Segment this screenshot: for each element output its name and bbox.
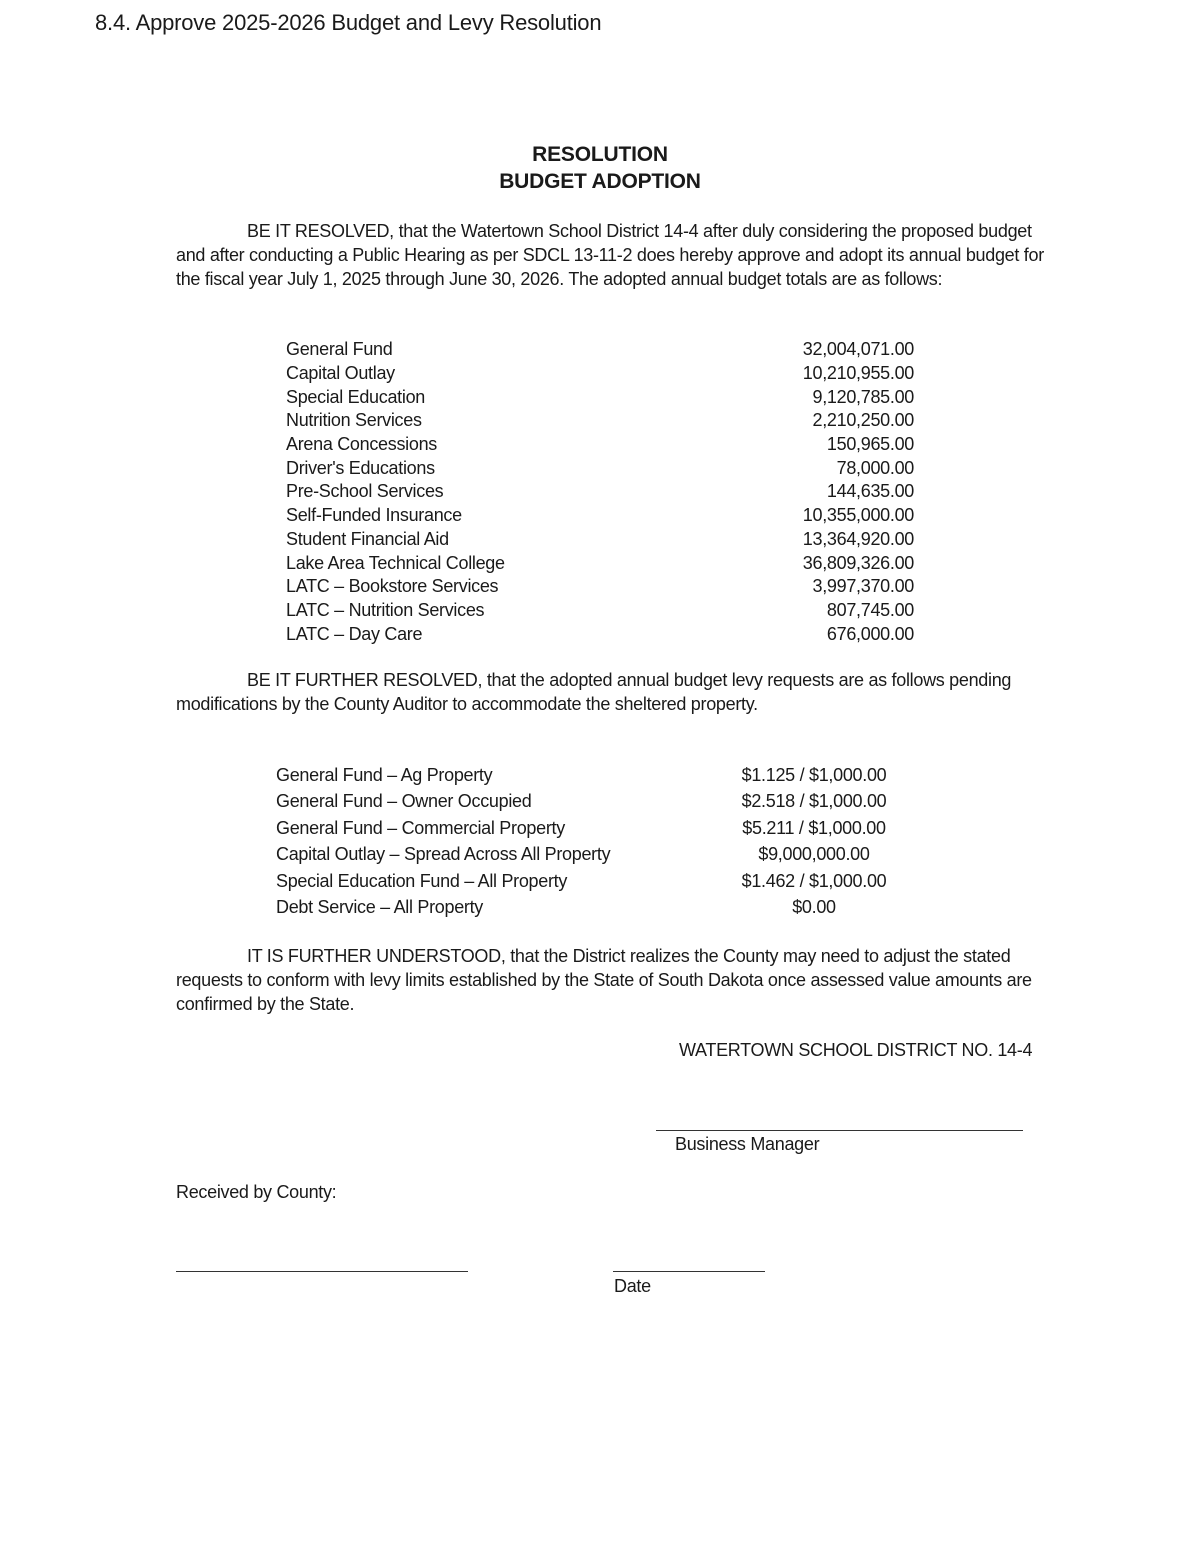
paragraph-line: the fiscal year July 1, 2025 through June 30, 2026. The adopted annual budget totals are as follows: xyxy=(176,269,943,289)
fund-name: LATC – Day Care xyxy=(286,623,423,644)
received-by-county-label: Received by County: xyxy=(176,1182,337,1202)
levy-rate: $1.125 / $1,000.00 xyxy=(741,764,887,785)
budget-row xyxy=(286,480,914,504)
budget-row xyxy=(286,504,914,528)
budget-row xyxy=(286,456,914,480)
fund-name: General Fund xyxy=(286,339,393,360)
budget-row xyxy=(286,551,914,575)
paragraph-line: modifications by the County Auditor to accommodate the sheltered property. xyxy=(176,694,758,714)
fund-name: LATC – Nutrition Services xyxy=(286,599,485,620)
fund-amount: 144,635.00 xyxy=(826,481,914,502)
fund-name: Pre-School Services xyxy=(286,481,444,502)
fund-amount: 9,120,785.00 xyxy=(812,386,914,407)
fund-amount: 676,000.00 xyxy=(826,623,914,644)
fund-name: LATC – Bookstore Services xyxy=(286,576,499,597)
resolution-subtitle: BUDGET ADOPTION xyxy=(499,170,701,193)
paragraph-line: requests to conform with levy limits established by the State of South Dakota once assessed value amounts are xyxy=(176,970,1032,990)
budget-row xyxy=(286,528,914,552)
paragraph-line: BE IT FURTHER RESOLVED, that the adopted annual budget levy requests are as follows pending xyxy=(247,670,1012,690)
resolution-title: RESOLUTION xyxy=(532,143,668,166)
fund-name: Student Financial Aid xyxy=(286,528,449,549)
fund-amount: 150,965.00 xyxy=(826,434,914,455)
fund-name: Special Education xyxy=(286,386,425,407)
date-label: Date xyxy=(614,1276,651,1296)
budget-row xyxy=(286,622,914,646)
date-signature-line xyxy=(613,1271,765,1272)
budget-row xyxy=(286,362,914,386)
levy-rate: $1.462 / $1,000.00 xyxy=(741,870,887,891)
fund-amount: 36,809,326.00 xyxy=(802,552,914,573)
levy-item: General Fund – Commercial Property xyxy=(276,817,565,838)
budget-row xyxy=(286,385,914,409)
fund-name: Self-Funded Insurance xyxy=(286,505,462,526)
fund-name: Nutrition Services xyxy=(286,410,422,431)
levy-rate: $0.00 xyxy=(792,897,836,918)
fund-amount: 32,004,071.00 xyxy=(802,339,914,360)
county-signature-line xyxy=(176,1271,468,1272)
budget-table xyxy=(286,338,914,646)
fund-amount: 10,210,955.00 xyxy=(802,363,914,384)
levy-table xyxy=(276,762,916,921)
levy-row xyxy=(276,789,916,816)
levy-item: General Fund – Owner Occupied xyxy=(276,791,532,812)
business-manager-signature-line xyxy=(656,1130,1023,1131)
budget-row xyxy=(286,433,914,457)
levy-row xyxy=(276,815,916,842)
levy-rate: $5.211 / $1,000.00 xyxy=(742,817,886,838)
resolved-paragraph xyxy=(176,219,1044,291)
fund-amount: 3,997,370.00 xyxy=(812,576,914,597)
levy-item: Debt Service – All Property xyxy=(276,897,483,918)
budget-row xyxy=(286,599,914,623)
fund-amount: 807,745.00 xyxy=(826,599,914,620)
page-title: 8.4. Approve 2025-2026 Budget and Levy Resolution xyxy=(95,10,602,35)
understood-paragraph xyxy=(176,944,1036,1016)
levy-item: Capital Outlay – Spread Across All Property xyxy=(276,844,611,865)
levy-item: General Fund – Ag Property xyxy=(276,764,493,785)
fund-amount: 2,210,250.00 xyxy=(812,410,914,431)
paragraph-line: and after conducting a Public Hearing as per SDCL 13-11-2 does hereby approve and adopt its annual budget for xyxy=(176,245,1044,265)
levy-item: Special Education Fund – All Property xyxy=(276,870,568,891)
fund-amount: 78,000.00 xyxy=(836,457,914,478)
business-manager-label: Business Manager xyxy=(675,1134,820,1154)
levy-row xyxy=(276,895,916,922)
further-resolved-paragraph xyxy=(176,668,1036,716)
levy-rate: $2.518 / $1,000.00 xyxy=(741,791,887,812)
fund-amount: 13,364,920.00 xyxy=(802,528,914,549)
fund-name: Arena Concessions xyxy=(286,434,437,455)
levy-row xyxy=(276,842,916,869)
fund-amount: 10,355,000.00 xyxy=(802,505,914,526)
paragraph-line: BE IT RESOLVED, that the Watertown School District 14-4 after duly considering the proposed budget xyxy=(247,221,1032,241)
fund-name: Capital Outlay xyxy=(286,363,395,384)
budget-row xyxy=(286,575,914,599)
levy-row xyxy=(276,762,916,789)
levy-row xyxy=(276,868,916,895)
budget-row xyxy=(286,409,914,433)
budget-row xyxy=(286,338,914,362)
fund-name: Driver's Educations xyxy=(286,457,435,478)
paragraph-line: confirmed by the State. xyxy=(176,994,355,1014)
fund-name: Lake Area Technical College xyxy=(286,552,505,573)
district-name: WATERTOWN SCHOOL DISTRICT NO. 14-4 xyxy=(679,1040,1033,1060)
levy-rate: $9,000,000.00 xyxy=(758,844,870,865)
paragraph-line: IT IS FURTHER UNDERSTOOD, that the District realizes the County may need to adjust the stated xyxy=(247,946,1011,966)
